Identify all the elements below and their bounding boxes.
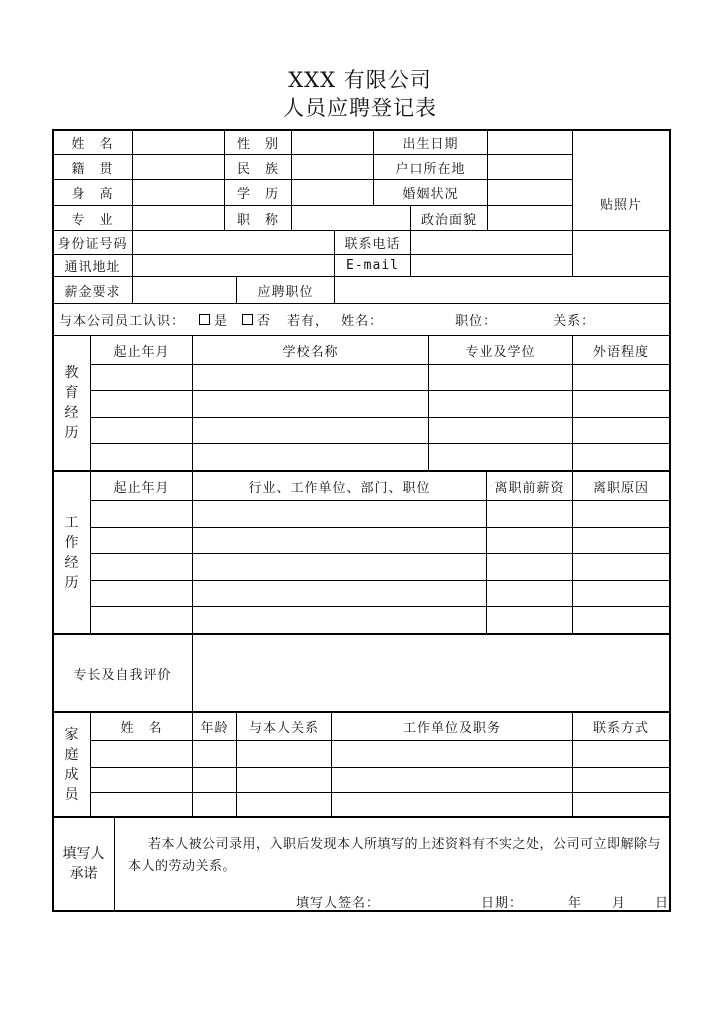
family-col-relation: 与本人关系: [248, 721, 319, 736]
signature-label: 填写人签名：: [296, 895, 381, 911]
year-label: 年: [568, 895, 583, 911]
address-label: 通讯地址: [64, 260, 121, 275]
salary-label: 薪金要求: [64, 284, 121, 300]
hukou-label: 户口所在地: [395, 161, 466, 177]
month-label: 月: [612, 895, 627, 911]
no-checkbox[interactable]: [242, 314, 253, 325]
family-col-age: 年龄: [200, 721, 229, 736]
birth-date-label: 出生日期: [402, 136, 459, 152]
education-section-label: 教 育 经 历: [64, 365, 79, 441]
table-border-right: [669, 129, 671, 912]
pledge-label: 填写人 承诺: [62, 846, 105, 882]
row-divider: [90, 580, 669, 581]
education-label: 学 历: [236, 187, 279, 202]
form-title: 人员应聘登记表: [283, 96, 437, 120]
col-divider: [132, 230, 133, 276]
row-divider: [90, 390, 669, 391]
company-name: XXX 有限公司: [288, 68, 432, 92]
col-divider: [192, 635, 193, 711]
row-divider: [53, 276, 669, 277]
ethnicity-label: 民 族: [236, 161, 279, 177]
row-divider: [90, 740, 669, 741]
education-col-school: 学校名称: [282, 344, 339, 360]
education-col-major-degree: 专业及学位: [465, 344, 536, 360]
family-col-employer: 工作单位及职务: [402, 721, 501, 736]
education-col-language: 外语程度: [592, 344, 649, 360]
name-label: 姓 名: [71, 136, 114, 152]
id-number-label: 身份证号码: [57, 237, 128, 252]
family-section-label: 家 庭 成 员: [64, 726, 79, 803]
row-divider: [90, 527, 669, 528]
yes-checkbox[interactable]: [199, 314, 210, 325]
col-divider: [132, 129, 133, 230]
family-col-contact: 联系方式: [592, 721, 649, 736]
row-divider: [90, 606, 669, 607]
pledge-text: 若本人被公司录用，入职后发现本人所填写的上述资料有不实之处，公司可立即解除与本人的劳动关系。: [128, 837, 662, 874]
row-divider: [90, 500, 669, 501]
photo-placeholder: 贴照片: [599, 197, 642, 213]
day-label: 日: [655, 895, 670, 911]
work-col-last-salary: 离职前薪资: [494, 480, 565, 496]
if-yes-label: 若有，: [287, 314, 330, 329]
political-status-label: 政治面貌: [420, 212, 477, 228]
work-col-employer: 行业、工作单位、部门、职位: [248, 480, 431, 496]
row-divider: [90, 364, 669, 365]
col-divider: [334, 276, 335, 303]
acquaintance-prefix: 与本公司员工认识：: [59, 314, 186, 329]
work-col-period: 起止年月: [113, 480, 170, 496]
acquaintance-name-label: 姓名：: [341, 314, 384, 329]
applied-position-label: 应聘职位: [257, 284, 314, 300]
row-divider: [90, 553, 669, 554]
no-label: 否: [257, 314, 272, 329]
col-divider: [487, 129, 488, 230]
work-col-leave-reason: 离职原因: [592, 480, 649, 496]
row-divider: [90, 767, 669, 768]
height-label: 身 高: [71, 187, 114, 202]
row-divider: [90, 443, 669, 444]
major-label: 专 业: [71, 212, 114, 228]
work-section-label: 工 作 经 历: [64, 514, 79, 591]
row-divider: [90, 792, 669, 793]
family-col-name: 姓 名: [120, 721, 163, 736]
marital-status-label: 婚姻状况: [402, 187, 459, 202]
date-label: 日期：: [481, 895, 524, 911]
acquaintance-position-label: 职位：: [455, 314, 498, 329]
section-divider: [53, 816, 669, 818]
professional-title-label: 职 称: [236, 212, 279, 228]
col-divider: [114, 818, 115, 910]
self-evaluation-label: 专长及自我评价: [73, 667, 172, 683]
col-divider: [410, 230, 411, 276]
education-col-period: 起止年月: [113, 344, 170, 360]
acquaintance-relation-label: 关系：: [553, 314, 596, 329]
gender-label: 性 别: [236, 136, 279, 152]
row-divider: [90, 417, 669, 418]
native-place-label: 籍 贯: [71, 161, 114, 177]
acquaintance-row: [53, 304, 669, 335]
col-divider: [132, 276, 133, 303]
yes-label: 是: [214, 314, 229, 329]
phone-label: 联系电话: [344, 237, 401, 252]
col-divider: [291, 129, 292, 230]
email-label: E-mail: [346, 258, 399, 273]
